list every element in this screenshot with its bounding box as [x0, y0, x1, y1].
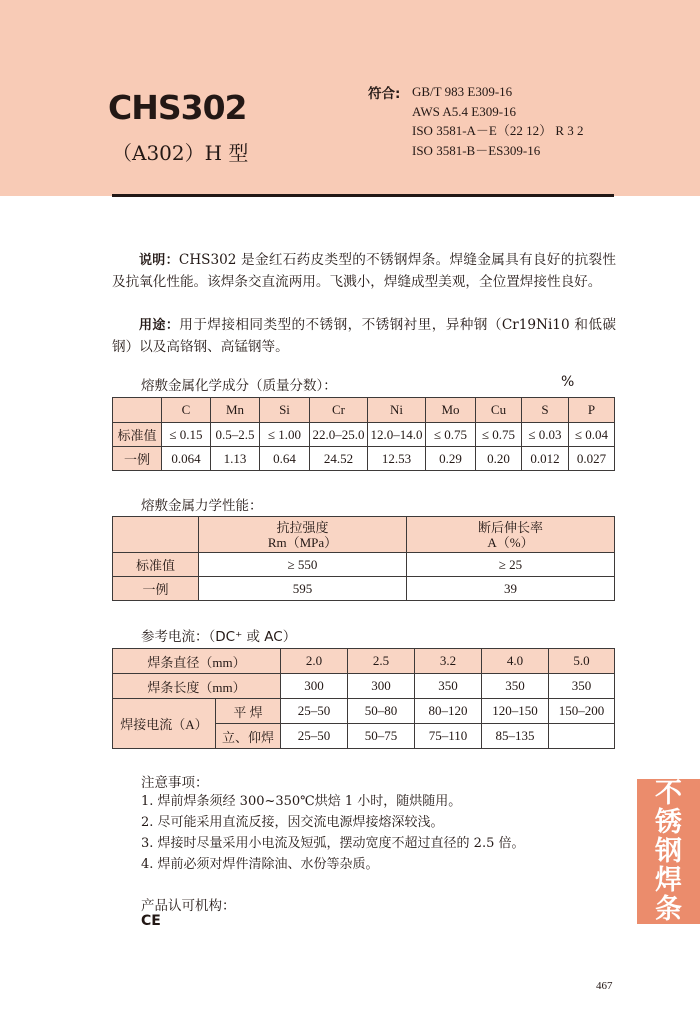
chemical-header-row	[113, 398, 615, 423]
chemical-table	[112, 397, 615, 471]
table-cell: 0.012	[522, 447, 569, 471]
current-title: 参考电流：（DC⁺ 或 AC）	[141, 629, 297, 645]
standard-item: ISO 3581-A－E（22 12） R 3 2	[412, 123, 584, 138]
current-label: 焊接电流（A）	[113, 699, 216, 749]
table-cell: 350	[482, 674, 549, 699]
table-cell: ≥ 25	[407, 553, 615, 577]
mechanical-title: 熔敷金属力学性能：	[141, 498, 263, 514]
table-cell: 50–75	[348, 724, 415, 749]
product-model: CHS302	[108, 88, 247, 127]
table-cell: ≥ 550	[199, 553, 407, 577]
table-header-cell: 5.0	[549, 649, 615, 674]
mechanical-table	[112, 516, 615, 601]
table-header-cell: P	[569, 398, 615, 423]
table-header-cell: 2.5	[348, 649, 415, 674]
description-text: CHS302 是金红石药皮类型的不锈钢焊条。焊缝金属具有良好的抗裂性及抗氧化性能。该焊条交直流两用。飞溅小，焊缝成型美观，全位置焊接性良好。	[112, 252, 616, 290]
current-table	[112, 648, 615, 749]
header-divider	[112, 194, 614, 197]
table-header-cell: 4.0	[482, 649, 549, 674]
flat-label: 平 焊	[216, 699, 281, 724]
table-cell: ≤ 0.75	[476, 423, 522, 447]
table-cell: 150–200	[549, 699, 615, 724]
table-cell: 595	[199, 577, 407, 601]
side-tab-char: 锈	[655, 807, 682, 838]
ce-mark: CE	[141, 913, 161, 929]
table-cell: 0.20	[476, 447, 522, 471]
table-cell: ≤ 0.04	[569, 423, 615, 447]
usage-label: 用途：	[139, 318, 180, 333]
side-tab-char: 条	[655, 894, 682, 925]
table-cell: 120–150	[482, 699, 549, 724]
table-row	[113, 553, 615, 577]
table-cell: 0.027	[569, 447, 615, 471]
row-header-cell: 标准值	[113, 553, 199, 577]
table-cell: 0.64	[260, 447, 310, 471]
table-header-cell	[113, 398, 162, 423]
elongation-header	[407, 517, 615, 553]
side-tab-char: 不	[655, 778, 682, 809]
table-cell: 24.52	[310, 447, 368, 471]
elongation-header-unit: A（%）	[487, 534, 534, 550]
table-cell: 75–110	[415, 724, 482, 749]
row-header-cell: 一例	[113, 577, 199, 601]
table-cell: 0.064	[162, 447, 211, 471]
certification-title: 产品认可机构：	[141, 898, 236, 914]
table-header-cell: Si	[260, 398, 310, 423]
table-header-cell: 2.0	[281, 649, 348, 674]
mechanical-header-row	[113, 517, 615, 553]
table-header-cell: Ni	[368, 398, 426, 423]
diameter-row	[113, 649, 615, 674]
product-subtitle: （A302）H 型	[112, 141, 249, 165]
table-row	[113, 577, 615, 601]
table-header-cell: Mo	[426, 398, 476, 423]
table-header-cell: S	[522, 398, 569, 423]
vertical-label: 立、仰焊	[216, 724, 281, 749]
standard-item: GB/T 983 E309-16	[412, 84, 513, 99]
tensile-header	[199, 517, 407, 553]
table-cell: 0.29	[426, 447, 476, 471]
table-cell: 0.5–2.5	[211, 423, 260, 447]
table-cell: ≤ 0.75	[426, 423, 476, 447]
category-side-tab	[637, 779, 700, 924]
standards-list	[412, 82, 584, 160]
chemical-unit: %	[561, 374, 575, 390]
table-cell: 25–50	[281, 724, 348, 749]
table-cell: 12.53	[368, 447, 426, 471]
tensile-header-label: 抗拉强度	[276, 519, 329, 535]
description-paragraph	[112, 250, 616, 293]
page-number: 467	[596, 980, 613, 992]
description-label: 说明：	[139, 253, 179, 268]
side-tab-char: 钢	[655, 836, 682, 867]
table-cell: 25–50	[281, 699, 348, 724]
notes-title: 注意事项：	[141, 775, 209, 791]
length-row	[113, 674, 615, 699]
usage-text: 用于焊接相同类型的不锈钢，不锈钢衬里，异种钢（Cr19Ni10 和低碳钢）以及高铬钢、高锰钢等。	[112, 317, 616, 355]
elongation-header-label: 断后伸长率	[477, 519, 543, 535]
table-cell	[549, 724, 615, 749]
table-cell: 12.0–14.0	[368, 423, 426, 447]
table-cell: ≤ 0.15	[162, 423, 211, 447]
table-cell: 22.0–25.0	[310, 423, 368, 447]
usage-paragraph	[112, 315, 616, 358]
table-cell: 300	[281, 674, 348, 699]
table-header-cell: 3.2	[415, 649, 482, 674]
table-header-cell: Cr	[310, 398, 368, 423]
standard-item: AWS A5.4 E309-16	[412, 103, 517, 119]
table-cell: 350	[415, 674, 482, 699]
table-cell: 85–135	[482, 724, 549, 749]
row-header-cell: 一例	[113, 447, 162, 471]
chemical-title: 熔敷金属化学成分（质量分数）：	[141, 378, 337, 394]
side-tab-char: 焊	[655, 865, 682, 896]
row-header-cell: 标准值	[113, 423, 162, 447]
standards-label: 符合:	[368, 86, 401, 102]
notes-list	[141, 791, 524, 875]
header-band	[0, 0, 700, 196]
table-cell: 350	[549, 674, 615, 699]
table-cell: ≤ 0.03	[522, 423, 569, 447]
table-header-cell: Cu	[476, 398, 522, 423]
table-header-cell: C	[162, 398, 211, 423]
standard-item: ISO 3581-B－ES309-16	[412, 142, 541, 158]
diameter-label: 焊条直径（mm）	[113, 649, 281, 674]
table-header-cell	[113, 517, 199, 553]
table-cell: 39	[407, 577, 615, 601]
flat-row	[113, 699, 615, 724]
table-cell: ≤ 1.00	[260, 423, 310, 447]
table-header-cell: Mn	[211, 398, 260, 423]
table-row	[113, 423, 615, 447]
note-item: 4. 焊前必须对焊件清除油、水份等杂质。	[141, 857, 379, 872]
length-label: 焊条长度（mm）	[113, 674, 281, 699]
note-item: 1. 焊前焊条须经 300~350℃烘焙 1 小时，随烘随用。	[141, 794, 462, 809]
table-row	[113, 447, 615, 471]
table-cell: 80–120	[415, 699, 482, 724]
tensile-header-unit: Rm（MPa）	[267, 534, 338, 550]
note-item: 3. 焊接时尽量采用小电流及短弧，摆动宽度不超过直径的 2.5 倍。	[141, 836, 525, 851]
table-cell: 50–80	[348, 699, 415, 724]
table-cell: 300	[348, 674, 415, 699]
note-item: 2. 尽可能采用直流反接，因交流电源焊接熔深较浅。	[141, 815, 444, 830]
table-cell: 1.13	[211, 447, 260, 471]
